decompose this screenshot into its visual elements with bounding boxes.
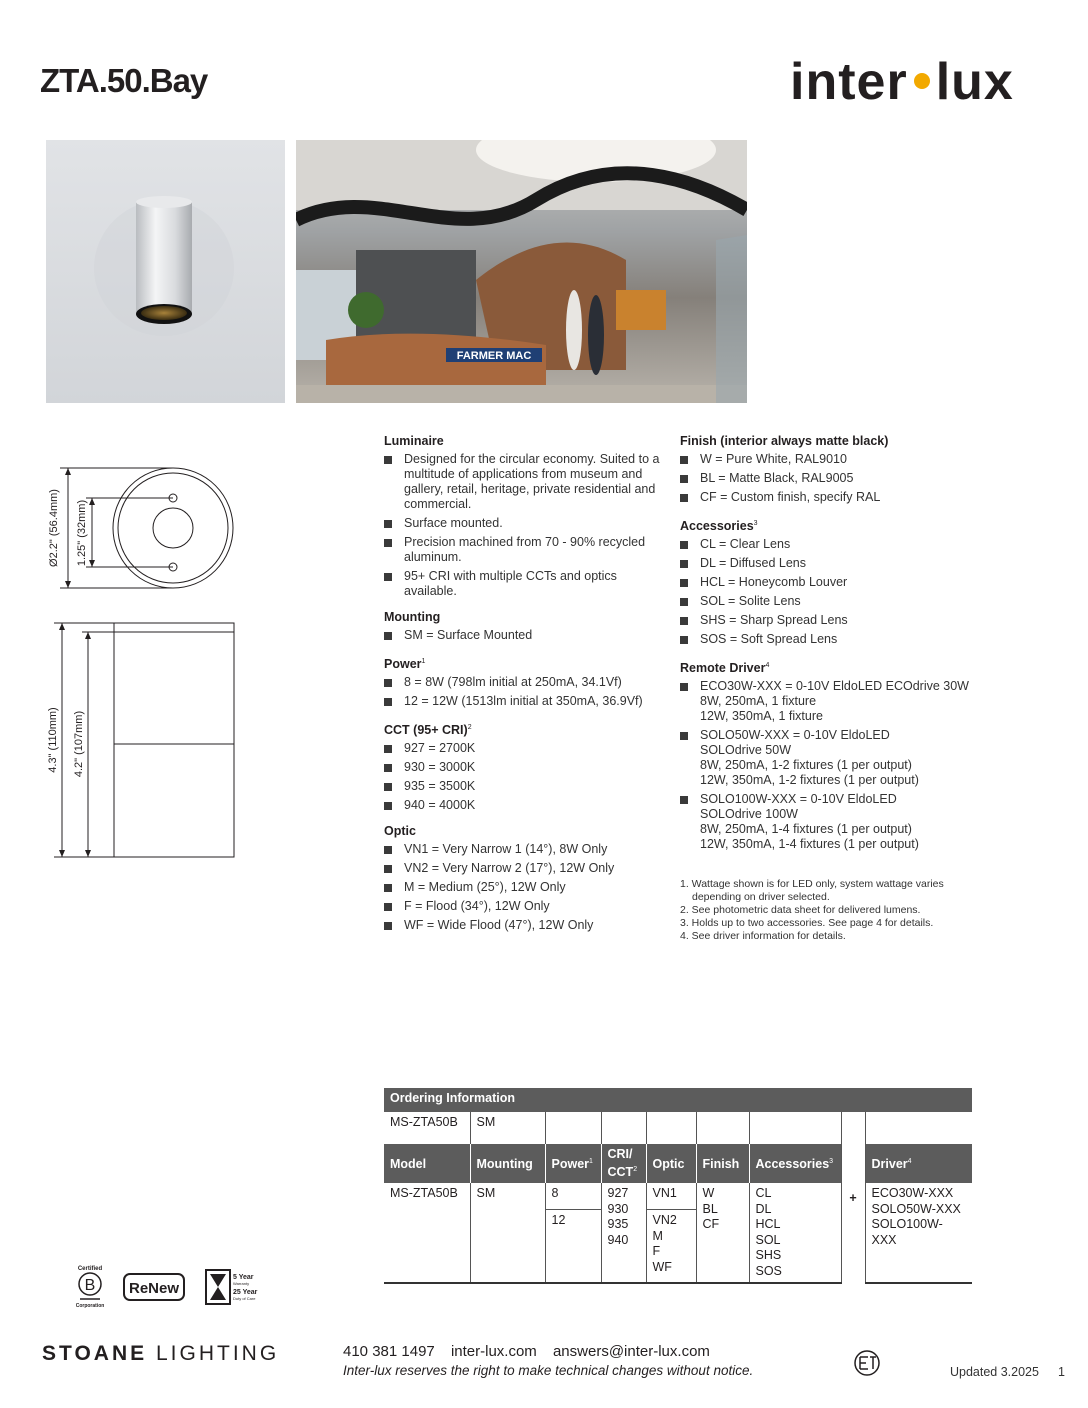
spec-column-right	[680, 434, 980, 863]
plus-sign: +	[841, 1112, 865, 1283]
updated-date: Updated 3.2025	[950, 1365, 1039, 1379]
cct-heading: CCT (95+ CRI)$^2$	[384, 723, 472, 738]
luminaire-heading: Luminaire	[384, 434, 444, 448]
cell-finish: W BL CF	[696, 1183, 749, 1283]
table-row	[384, 1183, 972, 1283]
page-title: ZTA.50.Bay	[40, 62, 208, 99]
footnotes	[680, 878, 980, 943]
list-item: Precision machined from 70 - 90% recycled aluminum.	[384, 535, 670, 565]
list-item: WF = Wide Flood (47°), 12W Only	[384, 918, 670, 933]
lobby-photo	[296, 140, 747, 403]
mounting-heading: Mounting	[384, 610, 441, 624]
luminaire-list	[384, 452, 670, 599]
optic-heading: Optic	[384, 824, 416, 839]
cell-power: 8 12	[545, 1183, 601, 1283]
cell-driver: ECO30W-XXX SOLO50W-XXX SOLO100W-XXX	[865, 1183, 972, 1283]
optic-list	[384, 842, 670, 933]
list-item: Designed for the circular economy. Suited to a multitude of applications from museum and gallery, retail, heritage, private residential and commercial.	[384, 452, 670, 512]
technical-drawing	[40, 460, 250, 865]
etl-listed-icon	[848, 1349, 886, 1379]
warranty-line-4: Duty of Care	[233, 1296, 256, 1301]
mounting-list	[384, 628, 670, 643]
list-item: SOS = Soft Spread Lens	[680, 632, 980, 647]
bcorp-bottom: Corporation	[76, 1303, 105, 1309]
product-photo	[46, 140, 285, 403]
scene-sign: FARMER MAC	[456, 350, 532, 362]
list-item: 927 = 2700K	[384, 741, 670, 756]
cell-model: MS-ZTA50B	[384, 1183, 470, 1283]
list-item: HCL = Honeycomb Louver	[680, 575, 980, 590]
accessories-list	[680, 537, 980, 647]
website-link[interactable]: inter-lux.com	[450, 1343, 537, 1360]
list-item: BL = Matte Black, RAL9005	[680, 471, 980, 486]
list-item: F = Flood (34°), 12W Only	[384, 899, 670, 914]
ordering-table	[384, 1088, 972, 1284]
interlux-logo	[790, 52, 1014, 112]
power-list	[384, 675, 670, 709]
certification-badges	[76, 1262, 276, 1312]
list-item: 95+ CRI with multiple CCTs and optics available.	[384, 569, 670, 599]
dim-top-outer: Ø2.2" (56.4mm)	[48, 489, 60, 567]
footnote: 3. Holds up to two accessories. See page 4 for details.	[680, 917, 934, 929]
example-model: MS-ZTA50B	[390, 1115, 458, 1129]
col-driver: Driver$^4$	[865, 1144, 972, 1183]
warranty-line-3: 25 Year	[233, 1289, 258, 1296]
side-view-cap	[114, 623, 234, 632]
col-model: Model	[384, 1144, 470, 1183]
contact-info	[343, 1343, 722, 1360]
cell-accessories: CL DL HCL SOL SHS SOS	[749, 1183, 841, 1283]
col-accessories: Accessories$^3$	[749, 1144, 841, 1183]
list-item: SOLO50W-XXX = 0-10V EldoLED SOLOdrive 50W 8W, 250mA, 1-2 fixtures (1 per output) 12W, 350mA, 1-2 fixtures (1 per output)	[680, 728, 980, 788]
list-item: ECO30W-XXX = 0-10V EldoLED ECOdrive 30W 8W, 250mA, 1 fixture 12W, 350mA, 1 fixture	[680, 679, 980, 724]
warranty-line-1: 5 Year	[233, 1274, 254, 1281]
page-number: 1	[1058, 1365, 1065, 1379]
phone: 410 381 1497	[343, 1343, 435, 1360]
product-cylinder-image	[46, 140, 285, 403]
list-item: DL = Diffused Lens	[680, 556, 980, 571]
stoane-lighting-logo: STOANE LIGHTING	[42, 1342, 280, 1365]
email-link[interactable]: answers@inter-lux.com	[552, 1343, 710, 1360]
bcorp-letter: B	[84, 1277, 96, 1294]
footnote: 4. See driver information for details.	[680, 930, 846, 942]
remote-driver-list	[680, 679, 980, 852]
dim-top-inner: 1.25" (32mm)	[76, 499, 88, 567]
cct-list	[384, 741, 670, 813]
col-optic: Optic	[646, 1144, 696, 1183]
finish-list	[680, 452, 980, 505]
footnote: 1. Wattage shown is for LED only, system wattage varies depending on driver selected.	[680, 878, 944, 903]
list-item: SHS = Sharp Spread Lens	[680, 613, 980, 628]
list-item: VN2 = Very Narrow 2 (17°), 12W Only	[384, 861, 670, 876]
list-item: SOL = Solite Lens	[680, 594, 980, 609]
list-item: CL = Clear Lens	[680, 537, 980, 552]
example-mounting: SM	[470, 1112, 545, 1144]
list-item: CF = Custom finish, specify RAL	[680, 490, 980, 505]
list-item: 935 = 3500K	[384, 779, 670, 794]
list-item: 8 = 8W (798lm initial at 250mA, 34.1Vf)	[384, 675, 670, 690]
cell-optic: VN1 VN2 M F WF	[646, 1183, 696, 1283]
list-item: W = Pure White, RAL9010	[680, 452, 980, 467]
renew-label: ReNew	[128, 1280, 180, 1297]
accessories-heading: Accessories$^3$	[680, 519, 758, 534]
bcorp-top: Certified	[77, 1266, 103, 1272]
logo-dot-icon	[914, 73, 930, 89]
top-view-outer	[113, 468, 233, 588]
top-view-center	[153, 508, 193, 548]
spec-column-left	[384, 434, 670, 944]
disclaimer: Inter-lux reserves the right to make technical changes without notice.	[343, 1363, 754, 1378]
dim-side-outer: 4.3" (110mm)	[47, 707, 59, 773]
cell-cri: 927 930 935 940	[601, 1183, 646, 1283]
list-item: 12 = 12W (1513lm initial at 350mA, 36.9Vf)	[384, 694, 670, 709]
col-cri-cct: CRI/ CCT$^2$	[601, 1144, 646, 1183]
col-power: Power$^1$	[545, 1144, 601, 1183]
power-heading: Power$^1$	[384, 657, 426, 672]
list-item: M = Medium (25°), 12W Only	[384, 880, 670, 895]
logo-right: lux	[935, 53, 1014, 111]
list-item: 930 = 3000K	[384, 760, 670, 775]
list-item: 940 = 4000K	[384, 798, 670, 813]
logo-left: inter	[790, 53, 908, 111]
remote-driver-heading: Remote Driver$^4$	[680, 661, 770, 676]
lobby-scene-image	[296, 140, 747, 403]
footnote: 2. See photometric data sheet for delivered lumens.	[680, 904, 921, 916]
list-item: Surface mounted.	[384, 516, 670, 531]
dim-side-inner: 4.2" (107mm)	[73, 710, 85, 778]
list-item: SM = Surface Mounted	[384, 628, 670, 643]
finish-heading: Finish (interior always matte black)	[680, 434, 889, 448]
ordering-title: Ordering Information	[384, 1088, 972, 1112]
warranty-line-2: Warranty	[233, 1281, 250, 1286]
cell-mounting: SM	[470, 1183, 545, 1283]
list-item: VN1 = Very Narrow 1 (14°), 8W Only	[384, 842, 670, 857]
col-mounting: Mounting	[470, 1144, 545, 1183]
col-finish: Finish	[696, 1144, 749, 1183]
list-item: SOLO100W-XXX = 0-10V EldoLED SOLOdrive 100W 8W, 250mA, 1-4 fixtures (1 per output) 12W, 350mA, 1-4 fixtures (1 per output)	[680, 792, 980, 852]
